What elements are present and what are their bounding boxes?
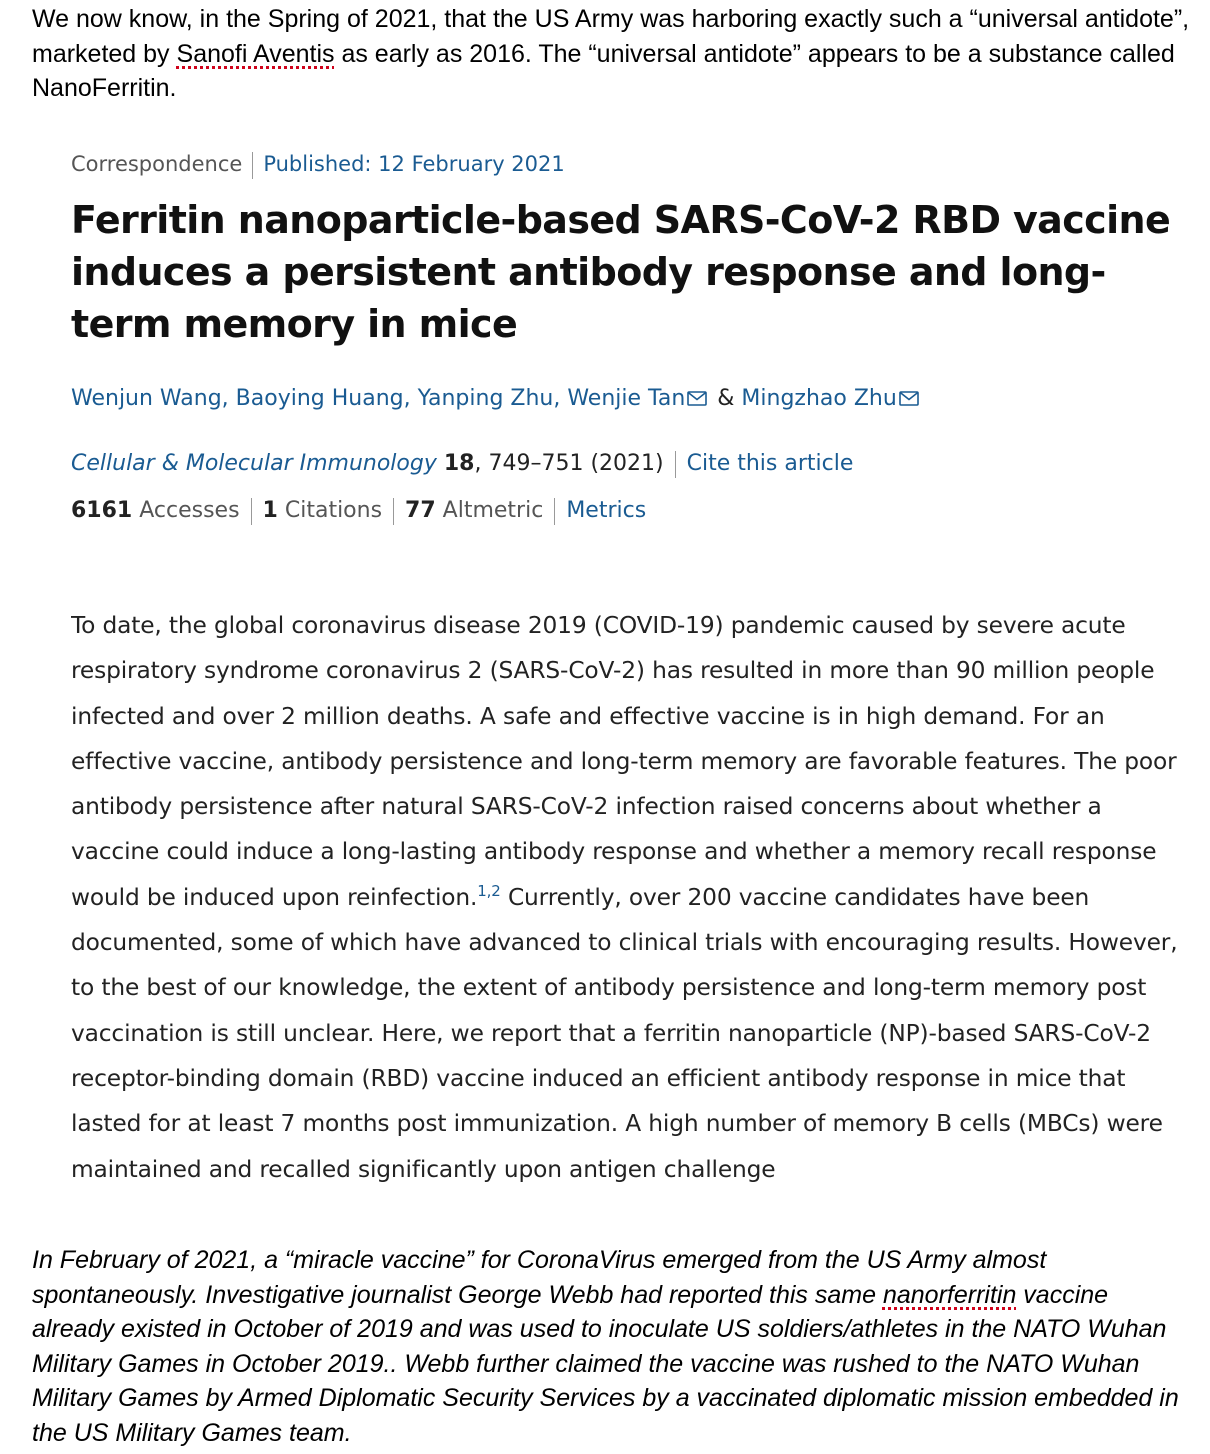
article-meta	[71, 142, 1181, 186]
published-date: Published: 12 February 2021	[263, 152, 565, 176]
journal-citation	[71, 449, 1181, 479]
outro-term: nanorferritin	[882, 1280, 1017, 1309]
email-icon[interactable]	[899, 385, 919, 400]
divider	[675, 451, 676, 478]
intro-text-1: We now know, in the Spring of 2021, that the US Army was harboring exactly such a “universal antidote”, marketed by	[32, 5, 1190, 68]
author-list	[71, 384, 1181, 414]
abstract-text-1: To date, the global coronavirus disease 2019 (COVID-19) pandemic caused by severe acute respiratory syndrome coronavirus 2 (SARS-CoV-2) has resulted in more than 90 million people infected and over 2 million deaths. A safe and effective vaccine is in high demand. For an effective vaccine, antibody persistence and long-term memory are favorable features. The poor antibody persistence after natural SARS-CoV-2 infection raised concerns about whether a vaccine could induce a long-lasting antibody response and whether a memory recall response would be induced upon reinfection.	[71, 612, 1177, 911]
accesses-count: 6161	[71, 498, 133, 523]
divider	[251, 498, 252, 525]
outro-paragraph	[32, 1243, 1192, 1450]
divider	[393, 498, 394, 525]
journal-volume: 18	[443, 451, 475, 476]
citations-label: Citations	[284, 498, 383, 523]
altmetric-label: Altmetric	[442, 498, 544, 523]
outro-text-2: vaccine already existed in October of 2019 and was used to inoculate US soldiers/athletes in the NATO Wuhan Military Games in October 2019.. Webb further claimed the vaccine was rushed to the NATO Wuhan Military Games by Armed Diplomatic Security Services by a vaccinated diplomatic mission embedded in the US Military Games team.	[32, 1280, 1179, 1447]
abstract-text-2: Currently, over 200 vaccine candidates have been documented, some of which have advanced to clinical trials with encouraging results. However, to the best of our knowledge, the extent of antibody persistence and long-term memory post vaccination is still unclear. Here, we report that a ferritin nanoparticle (NP)-based SARS-CoV-2 receptor-binding domain (RBD) vaccine induced an efficient antibody response in mice that lasted for at least 7 months post immunization. A high number of memory B cells (MBCs) were maintained and recalled significantly upon antigen challenge	[71, 883, 1178, 1183]
cite-this-article-link[interactable]: Cite this article	[686, 451, 854, 476]
article-abstract	[71, 603, 1181, 1192]
reference-superscript[interactable]: 1,2	[477, 881, 501, 900]
intro-company-name: Sanofi Aventis	[176, 39, 335, 68]
citations-count: 1	[262, 498, 278, 523]
metrics-link[interactable]: Metrics	[566, 498, 647, 523]
accesses-label: Accesses	[139, 498, 240, 523]
article-screenshot	[71, 142, 1181, 1200]
article-type: Correspondence	[71, 152, 243, 176]
intro-paragraph	[32, 2, 1192, 106]
outro-text-1: In February of 2021, a “miracle vaccine” for CoronaVirus emerged from the US Army almost spontaneously. Investigative journalist George Webb had reported this same	[32, 1246, 1047, 1309]
intro-text-2: as early as 2016. The “universal antidote” appears to be a substance called NanoFerritin.	[32, 39, 1175, 102]
authors-text[interactable]: Wenjun Wang, Baoying Huang, Yanping Zhu, Wenjie Tan	[71, 386, 686, 411]
article-title: Ferritin nanoparticle-based SARS-CoV-2 RBD vaccine induces a persistent antibody response and long-term memory in mice	[71, 198, 1171, 346]
email-icon[interactable]	[687, 385, 707, 400]
divider	[252, 152, 253, 179]
altmetric-count: 77	[405, 498, 436, 523]
article-stats	[71, 496, 1181, 526]
last-author[interactable]: Mingzhao Zhu	[741, 386, 897, 411]
journal-name[interactable]: Cellular & Molecular Immunology	[71, 451, 437, 476]
divider	[554, 498, 555, 525]
journal-pages: , 749–751 (2021)	[474, 451, 664, 476]
authors-ampersand: &	[717, 386, 735, 411]
